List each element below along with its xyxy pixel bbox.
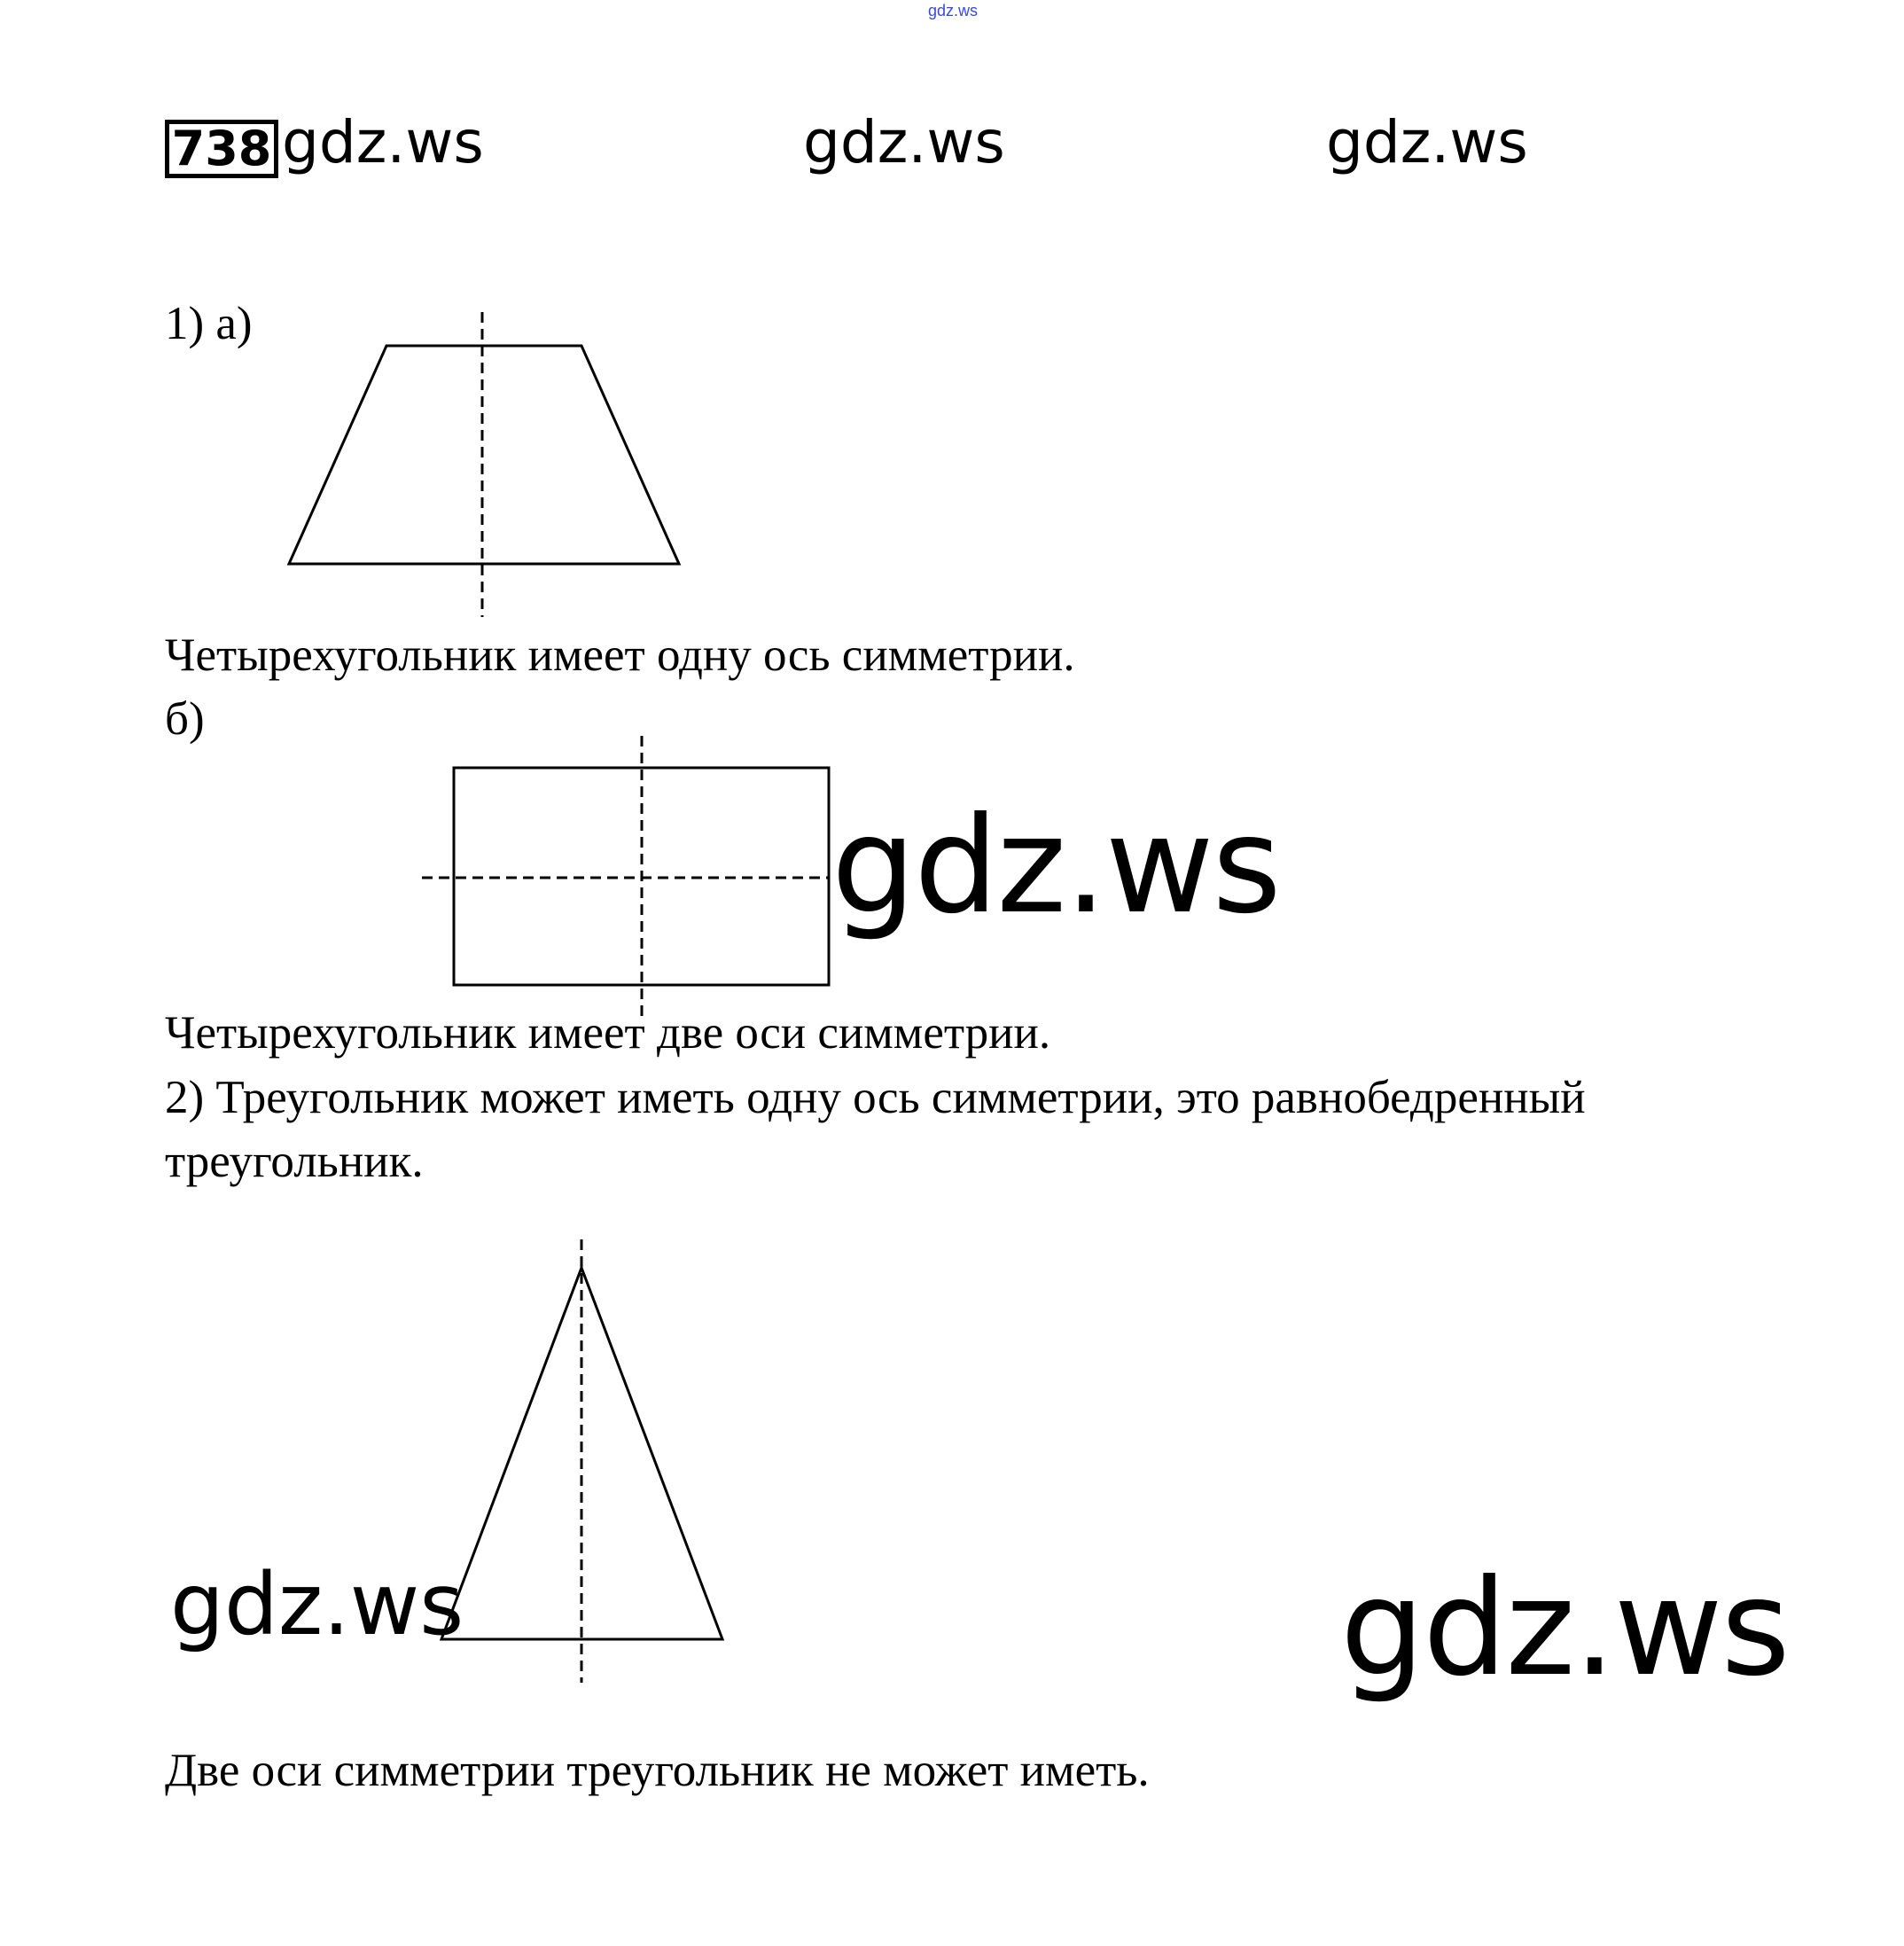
- caption-part-1a: Четырехугольник имеет одну ось симметрии.: [165, 629, 1075, 681]
- label-part-1b: б): [165, 693, 205, 745]
- isosceles-triangle-figure: [441, 1239, 722, 1683]
- caption-part-1b: Четырехугольник имеет две оси симметрии.: [165, 1007, 1051, 1059]
- watermark-header-2: gdz.ws: [803, 108, 1005, 176]
- watermark-header-3: gdz.ws: [1326, 108, 1528, 176]
- watermark-header-1: gdz.ws: [282, 108, 484, 176]
- conclusion-text: Две оси симметрии треугольник не может иметь.: [165, 1745, 1150, 1796]
- top-watermark: gdz.ws: [927, 2, 979, 20]
- part-2-text: 2) Треугольник может иметь одну ось симметрии, это равнобедренный треугольник.: [165, 1072, 1586, 1187]
- label-part-1a: 1) а): [165, 298, 253, 349]
- watermark-bottom-left: gdz.ws: [170, 1555, 464, 1654]
- trapezoid-figure: [289, 312, 679, 617]
- watermark-middle: gdz.ws: [831, 789, 1280, 943]
- watermark-bottom-right: gdz.ws: [1340, 1551, 1789, 1706]
- rectangle-figure: [422, 736, 830, 1020]
- task-number-box: 738: [165, 120, 278, 178]
